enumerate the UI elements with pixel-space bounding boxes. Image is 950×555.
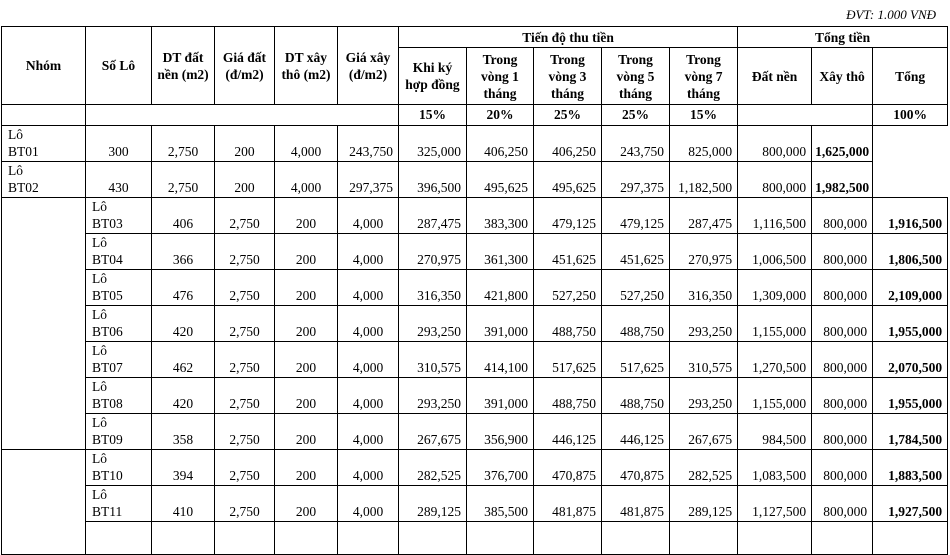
blank-cell bbox=[812, 522, 873, 555]
lot-code: BT07 bbox=[92, 360, 123, 375]
land-cell: 825,000 bbox=[670, 126, 738, 162]
p2-cell: 356,900 bbox=[467, 414, 534, 450]
p1-cell: 282,525 bbox=[399, 450, 467, 486]
p5-cell: 316,350 bbox=[670, 270, 738, 306]
header-p4: Trong vòng 5 tháng bbox=[602, 48, 670, 105]
build-area-cell: 200 bbox=[275, 414, 338, 450]
build-area-cell: 200 bbox=[275, 450, 338, 486]
land-area-cell: 406 bbox=[152, 198, 215, 234]
p1-cell: 297,375 bbox=[338, 162, 399, 198]
land-price-cell: 2,750 bbox=[215, 306, 275, 342]
build-cell: 800,000 bbox=[812, 306, 873, 342]
group-cell bbox=[2, 198, 86, 450]
lot-code: BT01 bbox=[8, 144, 39, 159]
p4-cell: 488,750 bbox=[602, 306, 670, 342]
lot-prefix: Lô bbox=[92, 487, 107, 502]
lot-cell bbox=[2, 126, 86, 162]
p2-cell: 391,000 bbox=[467, 378, 534, 414]
p4-cell: 488,750 bbox=[602, 378, 670, 414]
p2-cell: 414,100 bbox=[467, 342, 534, 378]
total-cell: 1,784,500 bbox=[873, 414, 948, 450]
lot-cell bbox=[2, 162, 86, 198]
lot-cell bbox=[86, 450, 152, 486]
build-cell: 800,000 bbox=[812, 270, 873, 306]
lot-code: BT02 bbox=[8, 180, 39, 195]
lot-code: BT06 bbox=[92, 324, 123, 339]
lot-code: BT03 bbox=[92, 216, 123, 231]
lot-cell bbox=[86, 198, 152, 234]
land-price-cell: 2,750 bbox=[215, 378, 275, 414]
land-area-cell: 410 bbox=[152, 486, 215, 522]
table-row bbox=[2, 270, 948, 306]
p1-cell: 316,350 bbox=[399, 270, 467, 306]
land-area-cell: 462 bbox=[152, 342, 215, 378]
land-cell: 1,182,500 bbox=[670, 162, 738, 198]
build-price-cell: 4,000 bbox=[338, 378, 399, 414]
blank-cell bbox=[215, 522, 275, 555]
header-p5: Trong vòng 7 tháng bbox=[670, 48, 738, 105]
land-cell: 1,155,000 bbox=[738, 306, 812, 342]
land-cell: 1,083,500 bbox=[738, 450, 812, 486]
p5-cell: 297,375 bbox=[602, 162, 670, 198]
blank-cell bbox=[399, 522, 467, 555]
percent-blank bbox=[86, 105, 399, 126]
group-cell-1 bbox=[2, 105, 86, 126]
p2-cell: 396,500 bbox=[399, 162, 467, 198]
table-row bbox=[2, 126, 948, 162]
header-land: Đất nền bbox=[738, 48, 812, 105]
p1-cell: 293,250 bbox=[399, 306, 467, 342]
blank-cell bbox=[534, 522, 602, 555]
p5-cell: 289,125 bbox=[670, 486, 738, 522]
p3-cell: 479,125 bbox=[534, 198, 602, 234]
lot-prefix: Lô bbox=[8, 163, 23, 178]
total-cell: 1,883,500 bbox=[873, 450, 948, 486]
p1-cell: 267,675 bbox=[399, 414, 467, 450]
p2-cell: 421,800 bbox=[467, 270, 534, 306]
blank-row bbox=[2, 522, 948, 555]
total-cell: 1,625,000 bbox=[812, 126, 873, 162]
build-area-cell: 200 bbox=[275, 486, 338, 522]
percent-total: 100% bbox=[873, 105, 948, 126]
build-price-cell: 4,000 bbox=[338, 234, 399, 270]
total-cell: 1,982,500 bbox=[812, 162, 873, 198]
lot-code: BT08 bbox=[92, 396, 123, 411]
p5-cell: 287,475 bbox=[670, 198, 738, 234]
p4-cell: 495,625 bbox=[534, 162, 602, 198]
build-area-cell: 200 bbox=[275, 234, 338, 270]
p4-cell: 479,125 bbox=[602, 198, 670, 234]
land-area-cell: 300 bbox=[86, 126, 152, 162]
build-area-cell: 200 bbox=[275, 198, 338, 234]
p1-cell: 310,575 bbox=[399, 342, 467, 378]
table-row bbox=[2, 306, 948, 342]
header-total: Tổng bbox=[873, 48, 948, 105]
lot-cell bbox=[86, 234, 152, 270]
build-price-cell: 4,000 bbox=[338, 486, 399, 522]
build-area-cell: 200 bbox=[275, 270, 338, 306]
blank-cell bbox=[86, 522, 152, 555]
lot-cell bbox=[86, 486, 152, 522]
lot-cell bbox=[86, 414, 152, 450]
p4-cell: 406,250 bbox=[534, 126, 602, 162]
table-row bbox=[2, 162, 948, 198]
lot-prefix: Lô bbox=[92, 235, 107, 250]
p3-cell: 481,875 bbox=[534, 486, 602, 522]
p4-cell: 481,875 bbox=[602, 486, 670, 522]
total-cell: 1,916,500 bbox=[873, 198, 948, 234]
p1-cell: 289,125 bbox=[399, 486, 467, 522]
lot-prefix: Lô bbox=[92, 307, 107, 322]
p2-cell: 383,300 bbox=[467, 198, 534, 234]
p4-cell: 517,625 bbox=[602, 342, 670, 378]
build-cell: 800,000 bbox=[812, 378, 873, 414]
lot-code: BT05 bbox=[92, 288, 123, 303]
header-build-area: DT xây thô (m2) bbox=[275, 27, 338, 105]
lot-prefix: Lô bbox=[92, 271, 107, 286]
blank-cell bbox=[873, 522, 948, 555]
p3-cell: 406,250 bbox=[467, 126, 534, 162]
land-price-cell: 2,750 bbox=[215, 270, 275, 306]
p3-cell: 470,875 bbox=[534, 450, 602, 486]
lot-code: BT04 bbox=[92, 252, 123, 267]
lot-prefix: Lô bbox=[92, 343, 107, 358]
lot-cell bbox=[86, 306, 152, 342]
lot-cell bbox=[86, 342, 152, 378]
build-area-cell: 200 bbox=[275, 342, 338, 378]
build-area-cell: 200 bbox=[275, 306, 338, 342]
build-price-cell: 4,000 bbox=[275, 162, 338, 198]
table-row bbox=[2, 198, 948, 234]
p5-cell: 243,750 bbox=[602, 126, 670, 162]
total-cell: 2,070,500 bbox=[873, 342, 948, 378]
land-area-cell: 358 bbox=[152, 414, 215, 450]
table-row bbox=[2, 378, 948, 414]
p5-cell: 270,975 bbox=[670, 234, 738, 270]
p2-cell: 376,700 bbox=[467, 450, 534, 486]
p2-cell: 385,500 bbox=[467, 486, 534, 522]
land-price-cell: 2,750 bbox=[215, 342, 275, 378]
lot-prefix: Lô bbox=[92, 451, 107, 466]
header-build: Xây thô bbox=[812, 48, 873, 105]
land-cell: 1,309,000 bbox=[738, 270, 812, 306]
header-land-price: Giá đất (đ/m2) bbox=[215, 27, 275, 105]
total-cell: 1,955,000 bbox=[873, 378, 948, 414]
p3-cell: 488,750 bbox=[534, 306, 602, 342]
percent-p1: 15% bbox=[399, 105, 467, 126]
total-cell: 2,109,000 bbox=[873, 270, 948, 306]
build-price-cell: 4,000 bbox=[338, 342, 399, 378]
p5-cell: 310,575 bbox=[670, 342, 738, 378]
header-lot: Số Lô bbox=[86, 27, 152, 105]
blank-cell bbox=[275, 522, 338, 555]
p5-cell: 267,675 bbox=[670, 414, 738, 450]
p5-cell: 282,525 bbox=[670, 450, 738, 486]
group-cell bbox=[2, 450, 86, 555]
p2-cell: 361,300 bbox=[467, 234, 534, 270]
p3-cell: 527,250 bbox=[534, 270, 602, 306]
p5-cell: 293,250 bbox=[670, 306, 738, 342]
percent-p5: 15% bbox=[670, 105, 738, 126]
land-cell: 984,500 bbox=[738, 414, 812, 450]
total-cell: 1,955,000 bbox=[873, 306, 948, 342]
header-p2: Trong vòng 1 tháng bbox=[467, 48, 534, 105]
table-row bbox=[2, 342, 948, 378]
table-row bbox=[2, 450, 948, 486]
land-price-cell: 2,750 bbox=[215, 234, 275, 270]
lot-prefix: Lô bbox=[92, 379, 107, 394]
land-area-cell: 394 bbox=[152, 450, 215, 486]
p1-cell: 293,250 bbox=[399, 378, 467, 414]
lot-code: BT09 bbox=[92, 432, 123, 447]
build-price-cell: 4,000 bbox=[275, 126, 338, 162]
header-p3: Trong vòng 3 tháng bbox=[534, 48, 602, 105]
percent-p4: 25% bbox=[602, 105, 670, 126]
lot-code: BT11 bbox=[92, 504, 123, 519]
build-cell: 800,000 bbox=[812, 198, 873, 234]
land-cell: 1,155,000 bbox=[738, 378, 812, 414]
build-cell: 800,000 bbox=[812, 342, 873, 378]
blank-cell bbox=[670, 522, 738, 555]
land-price-cell: 2,750 bbox=[215, 414, 275, 450]
header-land-area: DT đất nền (m2) bbox=[152, 27, 215, 105]
table-row bbox=[2, 414, 948, 450]
build-cell: 800,000 bbox=[738, 126, 812, 162]
land-cell: 1,270,500 bbox=[738, 342, 812, 378]
header-total-group: Tổng tiền bbox=[738, 27, 948, 48]
header-group: Nhóm bbox=[2, 27, 86, 105]
build-cell: 800,000 bbox=[812, 486, 873, 522]
blank-cell bbox=[338, 522, 399, 555]
percent-p3: 25% bbox=[534, 105, 602, 126]
header-progress: Tiến độ thu tiền bbox=[399, 27, 738, 48]
p3-cell: 446,125 bbox=[534, 414, 602, 450]
build-price-cell: 4,000 bbox=[338, 198, 399, 234]
build-price-cell: 4,000 bbox=[338, 306, 399, 342]
p3-cell: 495,625 bbox=[467, 162, 534, 198]
land-cell: 1,006,500 bbox=[738, 234, 812, 270]
build-cell: 800,000 bbox=[812, 234, 873, 270]
blank-cell bbox=[602, 522, 670, 555]
p1-cell: 287,475 bbox=[399, 198, 467, 234]
land-area-cell: 366 bbox=[152, 234, 215, 270]
build-area-cell: 200 bbox=[275, 378, 338, 414]
blank-cell bbox=[738, 522, 812, 555]
lot-cell bbox=[86, 378, 152, 414]
p4-cell: 470,875 bbox=[602, 450, 670, 486]
build-price-cell: 4,000 bbox=[338, 270, 399, 306]
p3-cell: 517,625 bbox=[534, 342, 602, 378]
build-area-cell: 200 bbox=[215, 126, 275, 162]
land-cell: 1,116,500 bbox=[738, 198, 812, 234]
p2-cell: 391,000 bbox=[467, 306, 534, 342]
blank-cell bbox=[467, 522, 534, 555]
header-p1: Khi ký hợp đồng bbox=[399, 48, 467, 105]
total-cell: 1,927,500 bbox=[873, 486, 948, 522]
p4-cell: 451,625 bbox=[602, 234, 670, 270]
build-cell: 800,000 bbox=[812, 450, 873, 486]
land-price-cell: 2,750 bbox=[215, 486, 275, 522]
land-area-cell: 476 bbox=[152, 270, 215, 306]
header-build-price: Giá xây (đ/m2) bbox=[338, 27, 399, 105]
build-cell: 800,000 bbox=[812, 414, 873, 450]
land-area-cell: 420 bbox=[152, 378, 215, 414]
p1-cell: 270,975 bbox=[399, 234, 467, 270]
percent-blank-2 bbox=[738, 105, 873, 126]
blank-cell bbox=[152, 522, 215, 555]
percent-p2: 20% bbox=[467, 105, 534, 126]
p4-cell: 446,125 bbox=[602, 414, 670, 450]
build-price-cell: 4,000 bbox=[338, 414, 399, 450]
lot-cell bbox=[86, 270, 152, 306]
p3-cell: 451,625 bbox=[534, 234, 602, 270]
land-price-cell: 2,750 bbox=[152, 162, 215, 198]
land-area-cell: 430 bbox=[86, 162, 152, 198]
land-price-cell: 2,750 bbox=[215, 198, 275, 234]
land-price-cell: 2,750 bbox=[215, 450, 275, 486]
lot-code: BT10 bbox=[92, 468, 123, 483]
lot-prefix: Lô bbox=[92, 415, 107, 430]
lot-prefix: Lô bbox=[92, 199, 107, 214]
land-price-cell: 2,750 bbox=[152, 126, 215, 162]
total-cell: 1,806,500 bbox=[873, 234, 948, 270]
build-price-cell: 4,000 bbox=[338, 450, 399, 486]
p3-cell: 488,750 bbox=[534, 378, 602, 414]
table-row bbox=[2, 486, 948, 522]
build-cell: 800,000 bbox=[738, 162, 812, 198]
p5-cell: 293,250 bbox=[670, 378, 738, 414]
build-area-cell: 200 bbox=[215, 162, 275, 198]
table-row bbox=[2, 234, 948, 270]
payment-schedule-table bbox=[1, 26, 948, 555]
land-cell: 1,127,500 bbox=[738, 486, 812, 522]
land-area-cell: 420 bbox=[152, 306, 215, 342]
unit-note: ĐVT: 1.000 VNĐ bbox=[846, 7, 936, 22]
p2-cell: 325,000 bbox=[399, 126, 467, 162]
p4-cell: 527,250 bbox=[602, 270, 670, 306]
p1-cell: 243,750 bbox=[338, 126, 399, 162]
lot-prefix: Lô bbox=[8, 127, 23, 142]
